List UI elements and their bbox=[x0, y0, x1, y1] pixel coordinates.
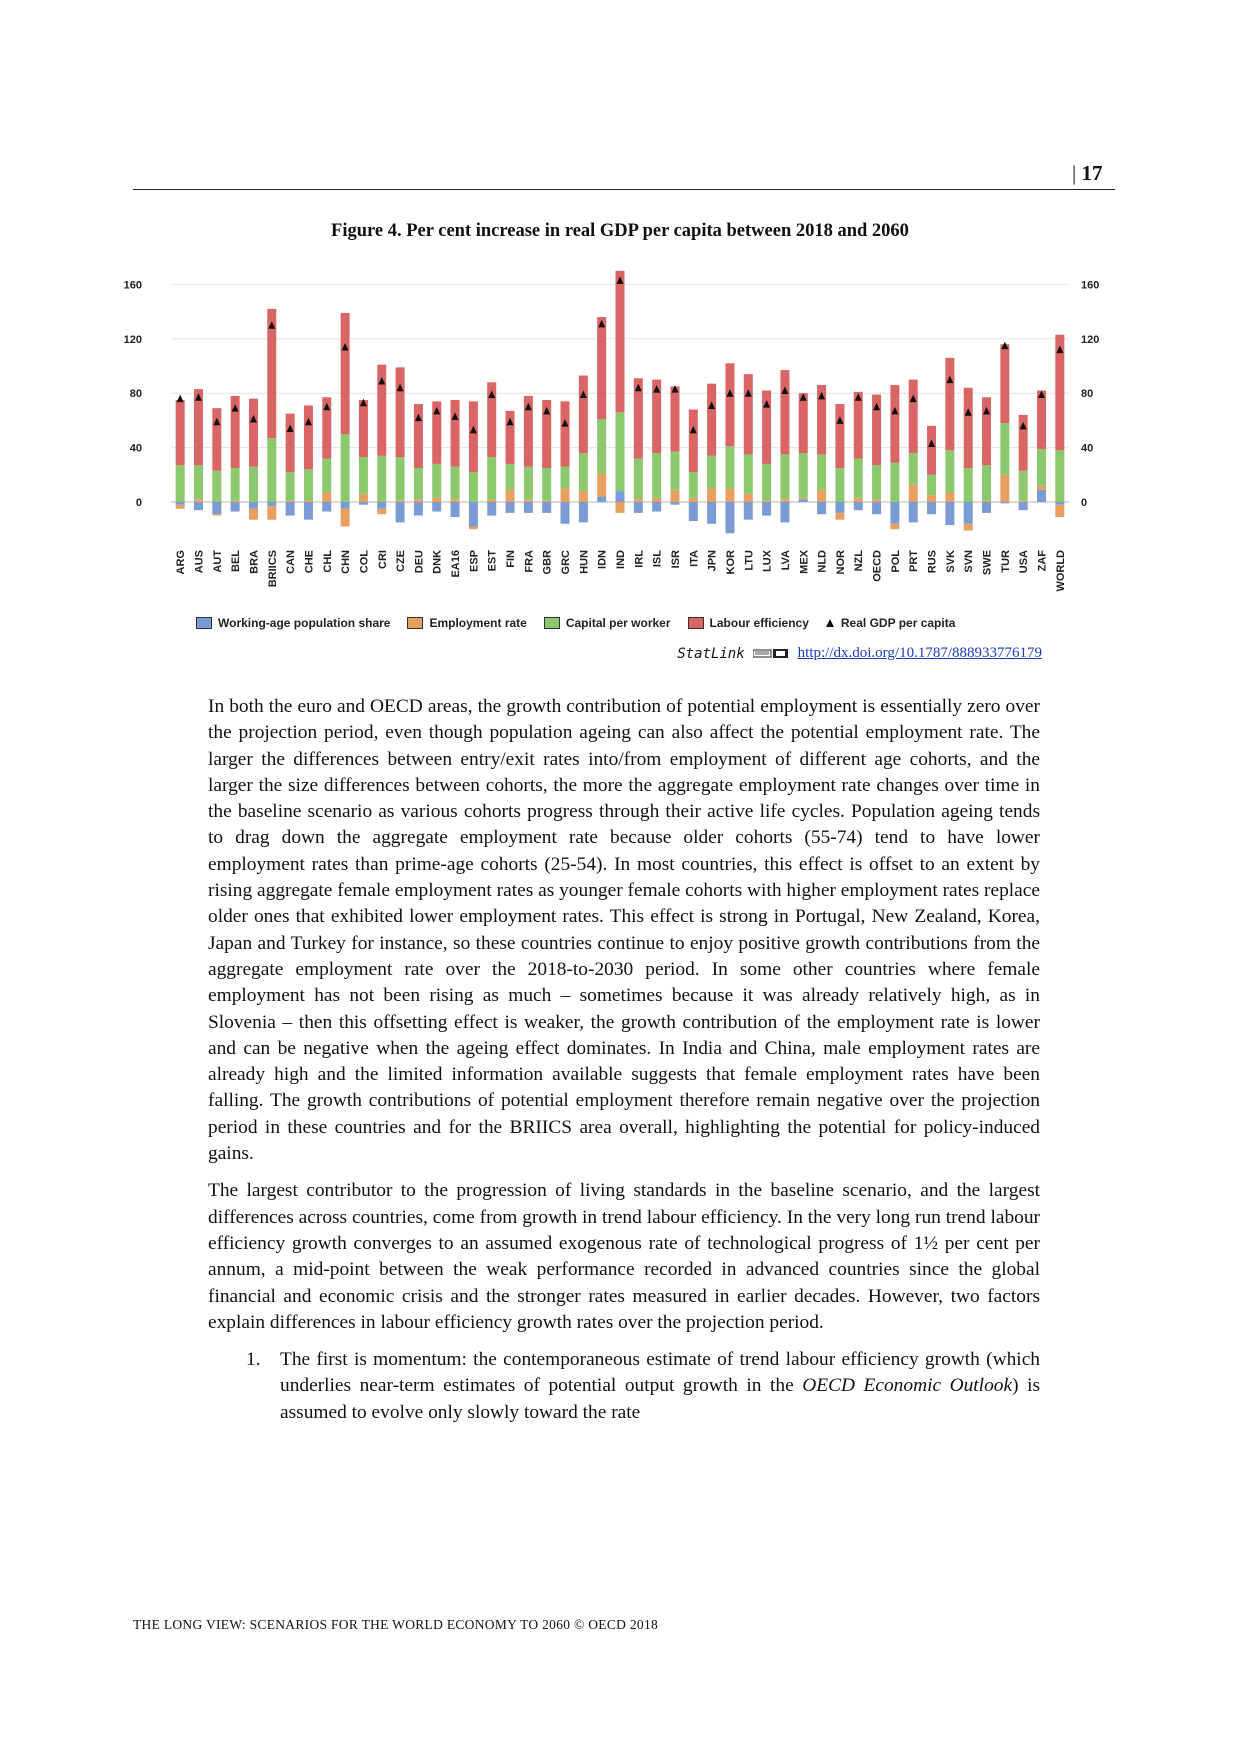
y-tick-label-right: 160 bbox=[1081, 279, 1100, 292]
bar-employment bbox=[304, 501, 313, 502]
legend-label-labour: Labour efficiency bbox=[709, 616, 809, 630]
bar-employment bbox=[176, 505, 185, 509]
bar-employment bbox=[817, 490, 826, 502]
bar-working-age bbox=[945, 502, 954, 525]
paragraph-1: In both the euro and OECD areas, the growth contribution of potential employment is essentially zero over the projection period, even though population ageing can also affect the potential employment rate. The larger the differences between entry/exit rates into/from employment of different age cohorts, and the larger the size differences between cohorts, the more the aggregate employment rate changes over time in the baseline scenario as various cohorts progress through their active life cycles. Population ageing tends to drag down the aggregate employment rate because older cohorts (55-74) tend to have lower employment rates than prime-age cohorts (25-54). In most countries, this effect is offset to an extent by rising aggregate female employment rates as younger female cohorts with higher employment rates replace older ones that exhibited lower employment rates. This effect is strong in Portugal, New Zealand, Korea, Japan and Turkey for instance, so these countries continue to enjoy positive growth contributions from the aggregate employment rate over the 2018-to-2030 period. In some other countries where female employment has not been rising as much – sometimes because it was already relatively high, as in Slovenia – then this offsetting effect is weaker, the growth contribution of the employment rate is lower and can be negative when the ageing effect dominates. In India and China, male employment rates are already high and the limited information available suggests that female employment rates have been falling. The growth contributions of potential employment therefore remain negative over the projection period in these countries and for the BRIICS area overall, highlighting the potential for policy-induced gains. bbox=[208, 696, 1040, 1165]
statlink-icon bbox=[753, 648, 789, 659]
bar-working-age bbox=[322, 502, 331, 512]
bar-labour bbox=[835, 404, 844, 468]
bar-labour bbox=[359, 400, 368, 457]
legend-employment bbox=[407, 616, 526, 630]
x-tick-label: CHN bbox=[340, 550, 353, 574]
bar-working-age bbox=[634, 502, 643, 513]
bar-working-age bbox=[231, 502, 240, 512]
x-tick-label: COL bbox=[358, 550, 371, 574]
bar-employment bbox=[231, 501, 240, 502]
bar-capital bbox=[780, 454, 789, 499]
bar-employment bbox=[652, 498, 661, 502]
bar-capital bbox=[872, 465, 881, 499]
x-tick-label: CHE bbox=[303, 550, 316, 574]
x-tick-label: SWE bbox=[981, 550, 994, 576]
bar-capital bbox=[451, 467, 460, 500]
bar-working-age bbox=[524, 502, 533, 513]
statlink-url[interactable]: http://dx.doi.org/10.1787/888933776179 bbox=[797, 645, 1042, 661]
bar-labour bbox=[579, 376, 588, 454]
bar-employment bbox=[872, 499, 881, 502]
bar-working-age bbox=[835, 502, 844, 513]
bar-capital bbox=[817, 454, 826, 489]
y-tick-label-left: 0 bbox=[135, 497, 142, 509]
bar-capital bbox=[506, 464, 515, 490]
bar-capital bbox=[579, 453, 588, 491]
bar-capital bbox=[854, 458, 863, 497]
bar-employment bbox=[1037, 486, 1046, 490]
triangle-marker-icon bbox=[826, 619, 834, 627]
bar-labour bbox=[451, 400, 460, 467]
bar-labour bbox=[799, 393, 808, 453]
header-rule bbox=[133, 189, 1115, 190]
bar-employment bbox=[542, 501, 551, 502]
bar-working-age bbox=[1037, 490, 1046, 502]
x-tick-label: AUS bbox=[193, 550, 206, 574]
list-item-number: 1. bbox=[246, 1349, 261, 1371]
bar-labour bbox=[597, 317, 606, 419]
bar-capital bbox=[414, 468, 423, 499]
bar-capital bbox=[652, 453, 661, 498]
bar-labour bbox=[744, 374, 753, 454]
bar-working-age bbox=[286, 502, 295, 516]
x-tick-label: CHL bbox=[321, 550, 334, 573]
bar-capital bbox=[634, 458, 643, 499]
bar-capital bbox=[542, 468, 551, 501]
x-tick-label: EA16 bbox=[450, 550, 463, 578]
bar-working-age bbox=[249, 502, 258, 509]
y-tick-label-left: 160 bbox=[123, 279, 142, 292]
numbered-list bbox=[208, 1347, 1040, 1426]
y-tick-label-left: 120 bbox=[123, 333, 142, 346]
bar-capital bbox=[212, 471, 221, 502]
bar-employment bbox=[1055, 505, 1064, 517]
x-tick-label: CAN bbox=[285, 550, 298, 574]
bar-capital bbox=[597, 419, 606, 473]
bar-capital bbox=[487, 457, 496, 499]
bar-employment bbox=[597, 473, 606, 496]
x-tick-label: RUS bbox=[926, 550, 939, 574]
bar-capital bbox=[835, 468, 844, 502]
legend-label-capital: Capital per worker bbox=[565, 616, 671, 630]
x-tick-label: HUN bbox=[578, 550, 591, 574]
chart-legend bbox=[196, 613, 972, 633]
bar-capital bbox=[890, 463, 899, 502]
bar-employment bbox=[286, 501, 295, 502]
bar-working-age bbox=[652, 502, 661, 512]
legend-label-gdp: Real GDP per capita bbox=[840, 616, 956, 630]
bar-employment bbox=[414, 499, 423, 502]
bar-working-age bbox=[304, 502, 313, 520]
x-tick-label: IDN bbox=[596, 550, 609, 569]
legend-labour bbox=[688, 616, 809, 630]
x-tick-label: SVN bbox=[963, 550, 976, 573]
bar-working-age bbox=[780, 502, 789, 522]
bar-working-age bbox=[506, 502, 515, 513]
statlink-label: StatLink bbox=[677, 645, 745, 662]
bar-employment bbox=[725, 488, 734, 502]
x-tick-label: ITA bbox=[688, 550, 701, 567]
bar-employment bbox=[396, 501, 405, 502]
stacked-bar-chart bbox=[120, 265, 1120, 605]
bar-labour bbox=[927, 426, 936, 475]
x-tick-label: FRA bbox=[523, 550, 536, 573]
bar-labour bbox=[780, 370, 789, 454]
x-tick-label: NOR bbox=[834, 550, 847, 575]
legend-swatch-working-age bbox=[196, 617, 212, 629]
bar-employment bbox=[799, 498, 808, 499]
bar-labour bbox=[561, 401, 570, 466]
bar-employment bbox=[616, 502, 625, 513]
bar-working-age bbox=[396, 502, 405, 522]
x-tick-label: FIN bbox=[505, 550, 518, 568]
bar-capital bbox=[194, 465, 203, 499]
bar-capital bbox=[1037, 449, 1046, 486]
bar-working-age bbox=[1019, 502, 1028, 510]
bar-capital bbox=[341, 434, 350, 502]
x-tick-label: LVA bbox=[779, 550, 792, 571]
x-tick-label: ISR bbox=[669, 550, 682, 569]
bar-capital bbox=[524, 467, 533, 500]
bar-labour bbox=[670, 386, 679, 451]
bar-employment bbox=[780, 499, 789, 502]
bar-working-age bbox=[579, 502, 588, 522]
bar-working-age bbox=[890, 502, 899, 524]
x-tick-label: BRIICS bbox=[266, 550, 279, 588]
bar-employment bbox=[982, 501, 991, 502]
x-tick-label: ZAF bbox=[1036, 550, 1049, 572]
list-item-text-after: ) is assumed to evolve only slowly toward the rate bbox=[280, 1375, 1040, 1423]
bar-labour bbox=[725, 363, 734, 446]
x-tick-label: SVK bbox=[944, 550, 957, 573]
x-tick-label: USA bbox=[1018, 550, 1031, 574]
bar-capital bbox=[945, 450, 954, 492]
bar-employment bbox=[194, 499, 203, 502]
bar-labour bbox=[616, 271, 625, 412]
x-tick-label: NLD bbox=[816, 550, 829, 573]
bar-labour bbox=[707, 384, 716, 456]
bar-working-age bbox=[1055, 502, 1064, 505]
x-tick-label: DEU bbox=[413, 550, 426, 574]
bar-employment bbox=[707, 488, 716, 502]
bar-employment bbox=[945, 492, 954, 502]
bar-employment bbox=[964, 524, 973, 531]
bar-working-age bbox=[670, 502, 679, 505]
bar-employment bbox=[890, 524, 899, 529]
bar-capital bbox=[249, 467, 258, 502]
x-tick-label: AUT bbox=[211, 550, 224, 573]
bar-capital bbox=[304, 469, 313, 500]
x-tick-label: ESP bbox=[468, 550, 481, 573]
y-tick-label-right: 120 bbox=[1081, 333, 1100, 346]
x-tick-label: JPN bbox=[706, 550, 719, 572]
bar-working-age bbox=[341, 502, 350, 509]
bar-working-age bbox=[414, 502, 423, 516]
body-text bbox=[208, 694, 1040, 1426]
x-tick-label: POL bbox=[889, 550, 902, 573]
bar-employment bbox=[487, 499, 496, 502]
list-item-1 bbox=[208, 1347, 1040, 1426]
bar-capital bbox=[689, 472, 698, 498]
bar-capital bbox=[964, 468, 973, 502]
bar-working-age bbox=[194, 502, 203, 510]
bar-labour bbox=[469, 401, 478, 472]
legend-label-employment: Employment rate bbox=[429, 616, 527, 630]
bar-working-age bbox=[1000, 502, 1009, 503]
bar-capital bbox=[982, 465, 991, 500]
x-tick-label: KOR bbox=[724, 550, 737, 575]
bar-capital bbox=[725, 446, 734, 488]
bar-working-age bbox=[909, 502, 918, 522]
x-tick-label: WORLD bbox=[1054, 550, 1067, 592]
x-tick-label: IND bbox=[615, 550, 627, 569]
bar-employment bbox=[561, 488, 570, 502]
bar-employment bbox=[359, 494, 368, 502]
bar-capital bbox=[267, 438, 276, 502]
bar-labour bbox=[249, 399, 258, 467]
list-item-italic: OECD Economic Outlook bbox=[802, 1375, 1013, 1397]
bar-capital bbox=[670, 452, 679, 490]
y-tick-label-right: 40 bbox=[1081, 442, 1094, 455]
page-footer: THE LONG VIEW: SCENARIOS FOR THE WORLD ECONOMY TO 2060 © OECD 2018 bbox=[133, 1617, 659, 1632]
bar-employment bbox=[744, 494, 753, 502]
bar-working-age bbox=[359, 502, 368, 505]
x-tick-label: BEL bbox=[230, 550, 243, 572]
bar-employment bbox=[1019, 501, 1028, 502]
bar-employment bbox=[432, 498, 441, 502]
legend-swatch-labour bbox=[688, 617, 704, 629]
x-tick-label: MEX bbox=[798, 550, 811, 574]
x-tick-label: PRT bbox=[908, 550, 921, 572]
bar-working-age bbox=[817, 502, 826, 514]
x-tick-label: CRI bbox=[376, 550, 389, 569]
bar-employment bbox=[249, 509, 258, 520]
bar-labour bbox=[890, 385, 899, 463]
bar-working-age bbox=[542, 502, 551, 513]
legend-gdp bbox=[826, 616, 956, 630]
gdp-marker-triangle bbox=[177, 395, 184, 403]
bar-capital bbox=[927, 475, 936, 495]
bar-employment bbox=[322, 492, 331, 502]
figure-title: Figure 4. Per cent increase in real GDP per capita between 2018 and 2060 bbox=[331, 221, 909, 241]
bar-labour bbox=[689, 410, 698, 473]
bar-employment bbox=[579, 491, 588, 502]
x-tick-label: GBR bbox=[541, 550, 554, 575]
bar-working-age bbox=[432, 502, 441, 512]
bar-capital bbox=[1055, 450, 1064, 502]
bar-capital bbox=[799, 453, 808, 498]
x-tick-label: ISL bbox=[651, 550, 664, 568]
bar-labour bbox=[945, 358, 954, 450]
bar-working-age bbox=[267, 502, 276, 506]
bar-employment bbox=[506, 490, 515, 502]
bar-labour bbox=[414, 404, 423, 468]
bar-capital bbox=[432, 464, 441, 498]
bar-employment bbox=[835, 513, 844, 520]
x-tick-label: LTU bbox=[743, 550, 756, 571]
bar-capital bbox=[616, 412, 625, 491]
bar-employment bbox=[762, 501, 771, 502]
bar-employment bbox=[927, 495, 936, 502]
x-tick-label: BRA bbox=[248, 550, 261, 574]
bar-labour bbox=[212, 408, 221, 471]
bar-working-age bbox=[561, 502, 570, 524]
bar-working-age bbox=[616, 491, 625, 502]
bar-labour bbox=[854, 392, 863, 459]
y-tick-label-right: 0 bbox=[1081, 497, 1088, 509]
bar-capital bbox=[707, 456, 716, 489]
bar-capital bbox=[231, 468, 240, 501]
bar-employment bbox=[377, 509, 386, 514]
bar-working-age bbox=[725, 502, 734, 533]
bar-employment bbox=[267, 506, 276, 520]
x-tick-label: GRC bbox=[560, 550, 573, 575]
bar-capital bbox=[359, 457, 368, 494]
x-tick-label: TUR bbox=[999, 550, 1012, 573]
bar-employment bbox=[689, 498, 698, 502]
y-tick-label-left: 40 bbox=[129, 442, 142, 455]
paragraph-2: The largest contributor to the progression of living standards in the baseline scenario, and the largest differences across countries, come from growth in trend labour efficiency. In the very long run trend labour efficiency growth converges to an assumed exogenous rate of technological progress of 1½ per cent per annum, a mid-point between the weak performance recorded in advanced countries since the global financial and economic crisis and the stronger rates measured in earlier decades. However, two factors explain differences in labour efficiency growth rates over the projection period. bbox=[208, 1180, 1040, 1333]
bar-working-age bbox=[377, 502, 386, 509]
bar-employment bbox=[341, 509, 350, 527]
bar-working-age bbox=[982, 502, 991, 513]
bar-labour bbox=[964, 388, 973, 468]
statlink bbox=[677, 645, 1042, 662]
bar-labour bbox=[304, 405, 313, 469]
bar-employment bbox=[1000, 475, 1009, 502]
list-item-text-before: The first is momentum: the contemporaneous estimate of trend labour efficiency growth (which underlies near-term estimates of potential output growth in the bbox=[280, 1349, 1040, 1397]
bar-capital bbox=[744, 454, 753, 493]
bar-working-age bbox=[597, 497, 606, 502]
bar-working-age bbox=[689, 502, 698, 521]
bar-working-age bbox=[487, 502, 496, 516]
bar-employment bbox=[670, 490, 679, 502]
x-tick-label: ARG bbox=[175, 550, 188, 575]
bar-employment bbox=[524, 499, 533, 502]
x-tick-label: DNK bbox=[431, 550, 444, 574]
x-tick-label: OECD bbox=[871, 550, 884, 582]
bar-capital bbox=[176, 465, 185, 502]
bar-working-age bbox=[212, 502, 221, 514]
bar-capital bbox=[909, 453, 918, 484]
page-number: | 17 bbox=[1072, 161, 1102, 186]
legend-swatch-capital bbox=[544, 617, 560, 629]
bar-capital bbox=[469, 472, 478, 502]
x-tick-label: CZE bbox=[395, 550, 408, 572]
bar-employment bbox=[212, 514, 221, 515]
bar-labour bbox=[341, 313, 350, 434]
bar-working-age bbox=[451, 502, 460, 517]
bar-working-age bbox=[854, 502, 863, 510]
bar-labour bbox=[909, 380, 918, 453]
bar-working-age bbox=[964, 502, 973, 524]
legend-working-age bbox=[196, 616, 390, 630]
bar-working-age bbox=[469, 502, 478, 526]
bar-employment bbox=[634, 499, 643, 502]
bar-capital bbox=[762, 464, 771, 501]
bar-employment bbox=[451, 499, 460, 502]
legend-label-working-age: Working-age population share bbox=[218, 616, 391, 630]
bar-employment bbox=[909, 484, 918, 502]
legend-capital bbox=[544, 616, 671, 630]
bar-capital bbox=[561, 467, 570, 489]
bar-working-age bbox=[927, 502, 936, 514]
bar-working-age bbox=[707, 502, 716, 524]
bar-labour bbox=[1000, 344, 1009, 423]
y-tick-label-left: 80 bbox=[129, 388, 142, 401]
bar-working-age bbox=[176, 502, 185, 505]
bar-labour bbox=[286, 414, 295, 472]
bar-employment bbox=[854, 498, 863, 502]
bar-capital bbox=[286, 472, 295, 501]
bar-capital bbox=[1000, 423, 1009, 475]
bar-capital bbox=[1019, 471, 1028, 501]
bar-capital bbox=[322, 458, 331, 492]
x-tick-label: IRL bbox=[633, 550, 646, 568]
bar-working-age bbox=[799, 499, 808, 502]
bar-working-age bbox=[872, 502, 881, 514]
x-tick-label: LUX bbox=[761, 550, 774, 572]
bar-working-age bbox=[744, 502, 753, 520]
x-tick-label: NZL bbox=[853, 550, 866, 572]
legend-swatch-employment bbox=[407, 617, 423, 629]
bar-labour bbox=[1037, 390, 1046, 448]
bar-capital bbox=[396, 457, 405, 501]
bar-working-age bbox=[762, 502, 771, 516]
bar-capital bbox=[377, 456, 386, 502]
y-tick-label-right: 80 bbox=[1081, 388, 1094, 401]
x-tick-label: EST bbox=[486, 550, 499, 572]
bar-labour bbox=[176, 400, 185, 465]
bar-employment bbox=[469, 526, 478, 529]
bar-labour bbox=[396, 367, 405, 457]
